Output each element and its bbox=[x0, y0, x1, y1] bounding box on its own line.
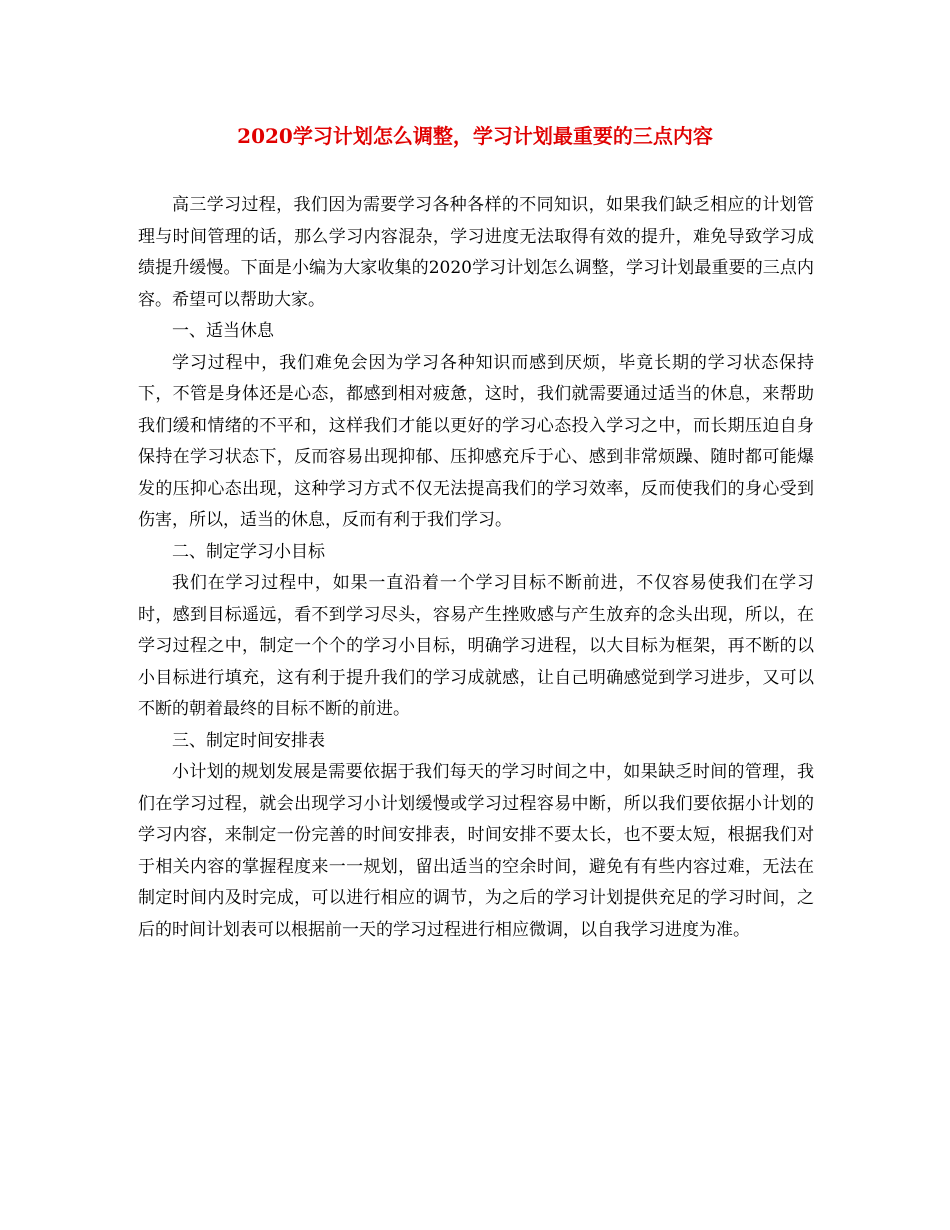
document-title: 2020学习计划怎么调整，学习计划最重要的三点内容 bbox=[237, 124, 713, 148]
schedule-paragraph: 小计划的规划发展是需要依据于我们每天的学习时间之中，如果缺乏时间的管理，我们在学习过程，就会出现学习小计划缓慢或学习过程容易中断，所以我们要依据小计划的学习内容，来制定一份完善的时间安排表，时间安排不要太长，也不要太短，根据我们对于相关内容的掌握程度来一一规划，留出适当的空余时间，避免有有些内容过难，无法在制定时间内及时完成，可以进行相应的调节，为之后的学习计划提供充足的学习时间，之后的时间计划表可以根据前一天的学习过程进行相应微调，以自我学习进度为准。 bbox=[138, 762, 814, 940]
section-heading-schedule: 三、制定时间安排表 bbox=[172, 730, 325, 751]
small-goals-paragraph: 我们在学习过程中，如果一直沿着一个学习目标不断前进，不仅容易使我们在学习时，感到目标遥远，看不到学习尽头，容易产生挫败感与产生放弃的念头出现，所以，在学习过程之中，制定一个个的学习小目标，明确学习进程，以大目标为框架，再不断的以小目标进行填充，这有利于提升我们的学习成就感，让自己明确感觉到学习进步，又可以不断的朝着最终的目标不断的前进。 bbox=[138, 573, 814, 719]
intro-paragraph: 高三学习过程，我们因为需要学习各种各样的不同知识，如果我们缺乏相应的计划管理与时间管理的话，那么学习内容混杂，学习进度无法取得有效的提升，难免导致学习成绩提升缓慢。下面是小编为大家收集的2020学习计划怎么调整，学习计划最重要的三点内容。希望可以帮助大家。 bbox=[138, 195, 814, 310]
section-heading-rest: 一、适当休息 bbox=[172, 321, 274, 341]
section-heading-small-goals: 二、制定学习小目标 bbox=[172, 541, 325, 562]
document-body bbox=[138, 190, 814, 946]
rest-paragraph: 学习过程中，我们难免会因为学习各种知识而感到厌烦，毕竟长期的学习状态保持下，不管是身体还是心态，都感到相对疲惫，这时，我们就需要通过适当的休息，来帮助我们缓和情绪的不平和，这样我们才能以更好的学习心态投入学习之中，而长期压迫自身保持在学习状态下，反而容易出现抑郁、压抑感充斥于心、感到非常烦躁、随时都可能爆发的压抑心态出现，这种学习方式不仅无法提高我们的学习效率，反而使我们的身心受到伤害，所以，适当的休息，反而有利于我们学习。 bbox=[138, 352, 814, 530]
